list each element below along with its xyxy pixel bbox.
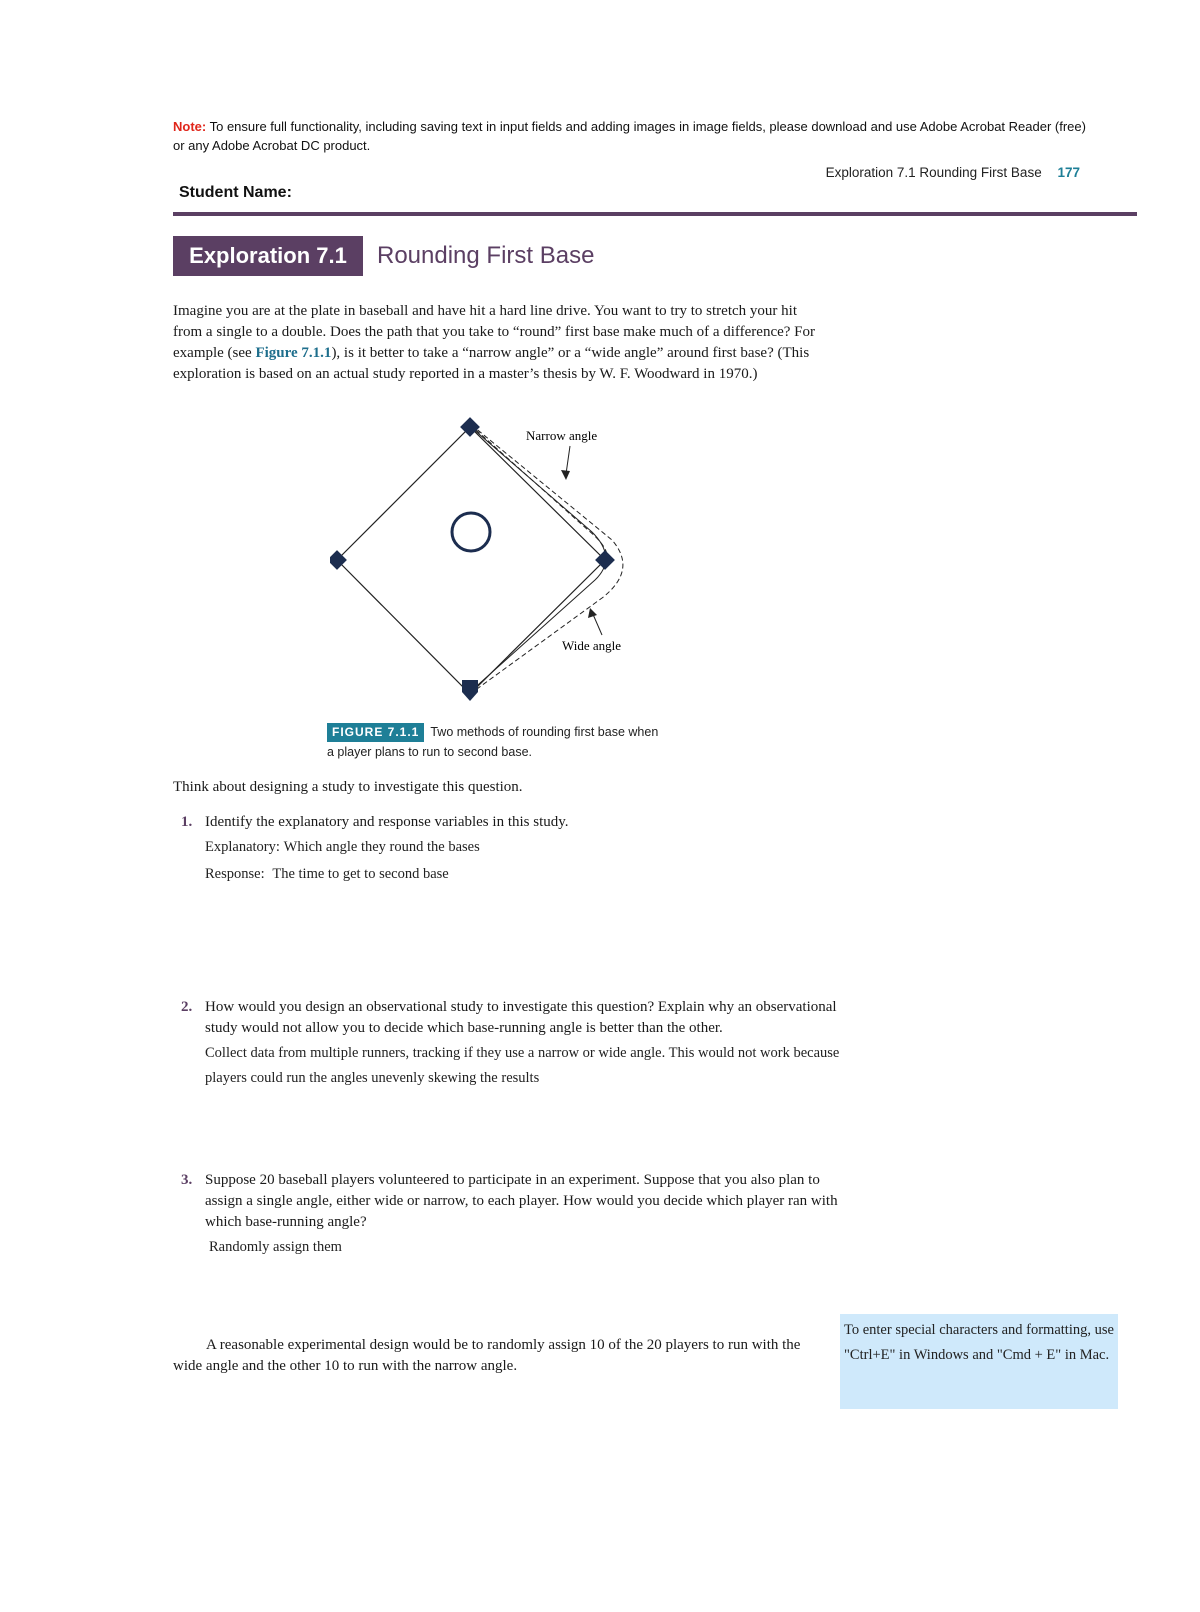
think-prompt: Think about designing a study to investigate this question. xyxy=(173,779,523,795)
figure-caption-text: Two methods of rounding first base when a player plans to run to second base. xyxy=(327,725,659,759)
student-name-label: Student Name: xyxy=(179,184,292,201)
narrow-angle-label: Narrow angle xyxy=(526,428,598,443)
question-3-answer-input[interactable]: Randomly assign them xyxy=(209,1239,342,1255)
header-divider xyxy=(173,212,1137,216)
question-2-answer-input[interactable]: Collect data from multiple runners, tracking if they use a narrow or wide angle. This would not work because players could run the angles unevenly skewing the results xyxy=(205,1045,840,1086)
question-2-number: 2. xyxy=(181,999,193,1015)
base-paths xyxy=(337,427,605,694)
figure-badge: FIGURE 7.1.1 xyxy=(327,723,424,742)
explanatory-label: Explanatory: xyxy=(205,839,280,855)
explanatory-input[interactable]: Which angle they round the bases xyxy=(283,839,480,855)
note-text: To ensure full functionality, including saving text in input fields and adding images in image fields, please download and use Adobe Acrobat Reader (free) or any Adobe Acrobat DC product. xyxy=(173,119,1086,153)
question-1-text: Identify the explanatory and response variables in this study. xyxy=(205,814,569,830)
exploration-title: Rounding First Base xyxy=(377,242,595,269)
question-3-text: Suppose 20 baseball players volunteered to participate in an experiment. Suppose that you also plan to assign a single angle, either wide or narrow, to each player. How would you decide which player ran with which base-running angle? xyxy=(205,1172,838,1230)
wide-angle-label: Wide angle xyxy=(562,638,622,653)
special-characters-hint: To enter special characters and formatting, use "Ctrl+E" in Windows and "Cmd + E" in Mac. xyxy=(840,1314,1118,1409)
question-2 xyxy=(181,997,845,1091)
question-2-text: How would you design an observational study to investigate this question? Explain why an observational study would not allow you to decide which base-running angle is better than the other. xyxy=(205,999,837,1036)
question-3 xyxy=(181,1170,845,1260)
question-1 xyxy=(181,812,845,887)
narrow-angle-arrowhead xyxy=(561,470,570,480)
baseball-diamond-diagram xyxy=(330,410,660,710)
response-label: Response: xyxy=(205,866,265,882)
wide-angle-arrowhead xyxy=(588,608,597,618)
question-3-number: 3. xyxy=(181,1172,193,1188)
note-label: Note: xyxy=(173,119,207,134)
pitchers-mound-icon xyxy=(452,513,490,551)
response-input[interactable]: The time to get to second base xyxy=(272,866,449,882)
running-head xyxy=(826,165,1080,180)
narrow-angle-arrow xyxy=(566,446,570,474)
figure-link[interactable]: Figure 7.1.1 xyxy=(255,345,332,361)
running-head-title: Exploration 7.1 Rounding First Base xyxy=(825,165,1042,180)
home-plate-icon xyxy=(462,680,478,701)
download-note xyxy=(173,117,1093,155)
page-number: 177 xyxy=(1057,165,1080,180)
experimental-design-paragraph: A reasonable experimental design would be to randomly assign 10 of the 20 players to run with the wide angle and the other 10 to run with the narrow angle. xyxy=(173,1337,801,1374)
figure-caption xyxy=(327,722,667,762)
intro-paragraph xyxy=(173,301,828,385)
intro-text-2: ), is it better to take a “narrow angle” or a “wide angle” around first base? (This exploration is based on an actual study reported in a master’s thesis by W. F. Woodward in 1970.) xyxy=(173,345,810,382)
question-1-number: 1. xyxy=(181,814,193,830)
intro-text-1: Imagine you are at the plate in baseball and have hit a hard line drive. You want to try to stretch your hit from a single to a double. Does the path that you take to “round” first base make much of a difference? For example (see xyxy=(173,303,816,361)
exploration-badge: Exploration 7.1 xyxy=(173,236,363,276)
